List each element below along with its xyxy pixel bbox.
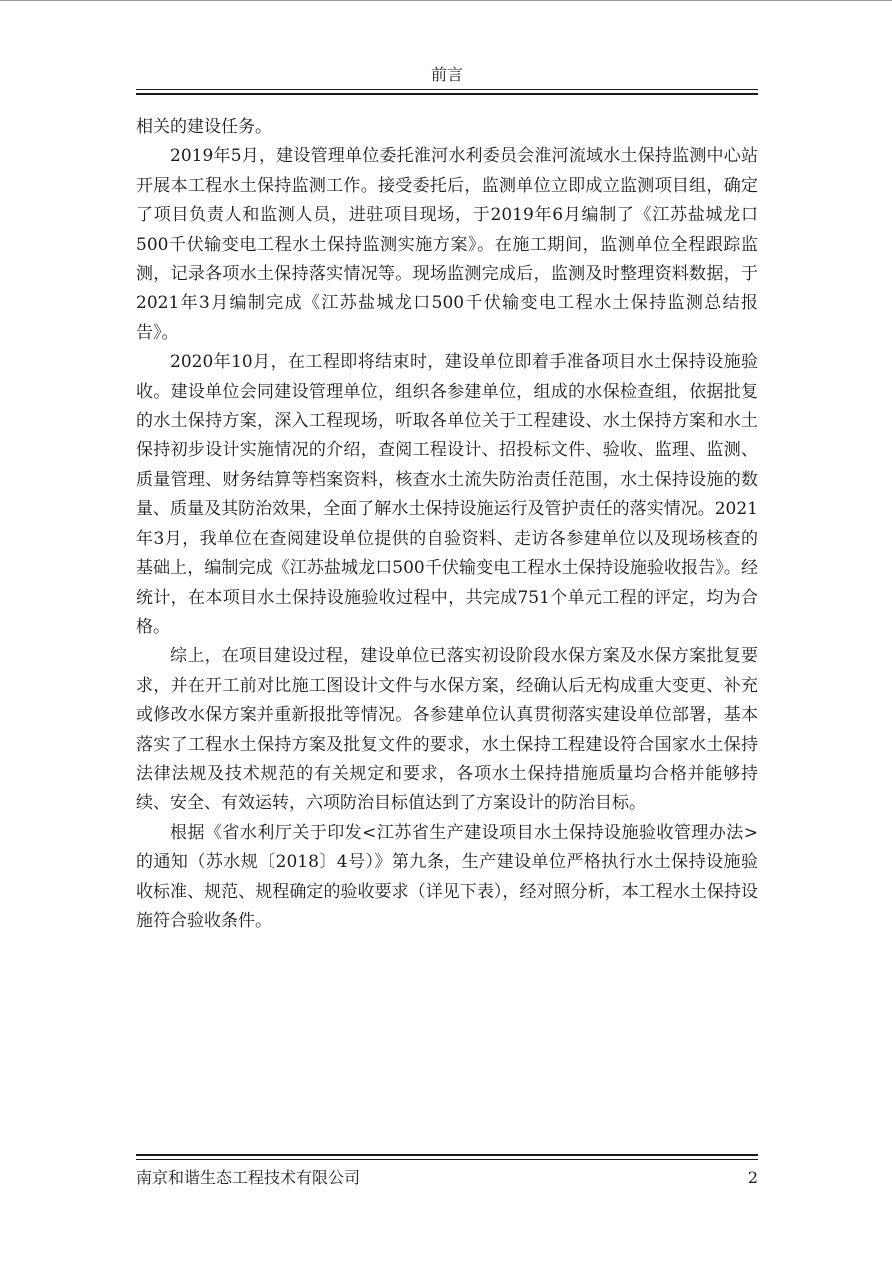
paragraph-basis: 根据《省水利厅关于印发<江苏省生产建设项目水土保持设施验收管理办法>的通知（苏水规〔2018〕4号）》第九条，生产建设单位严格执行水土保持设施验收标准、规范、规程确定的验收要求（详见下表），经对照分析，本工程水土保持设施符合验收条件。 bbox=[136, 822, 758, 931]
header-rule-thin bbox=[136, 89, 758, 90]
paragraph-continuation: 相关的建设任务。 bbox=[136, 117, 272, 137]
footer-rule-thin bbox=[136, 1159, 758, 1160]
page-header-title: 前言 bbox=[430, 65, 463, 84]
footer-rule-thick bbox=[136, 1154, 758, 1156]
page-top-edge bbox=[0, 0, 892, 1]
footer-page-number: 2 bbox=[747, 1168, 758, 1187]
header-rule-thick bbox=[136, 93, 758, 95]
paragraph-summary: 综上，在项目建设过程，建设单位已落实初设阶段水保方案及水保方案批复要求，并在开工前对比施工图设计文件与水保方案，经确认后无构成重大变更、补充或修改水保方案并重新报批等情况。各参建单位认真贯彻落实建设单位部署，基本落实了工程水土保持方案及批复文件的要求，水土保持工程建设符合国家水土保持法律法规及技术规范的有关规定和要求，各项水土保持措施质量均合格并能够持续、安全、有效运转，六项防治目标值达到了方案设计的防治目标。 bbox=[136, 646, 758, 814]
paragraph-acceptance: 2020年10月，在工程即将结束时，建设单位即着手准备项目水土保持设施验收。建设单位会同建设管理单位，组织各参建单位，组成的水保检查组，依据批复的水土保持方案，深入工程现场，听取各单位关于工程建设、水土保持方案和水土保持初步设计实施情况的介绍，查阅工程设计、招投标文件、验收、监理、监测、质量管理、财务结算等档案资料，核查水土流失防治责任范围，水土保持设施的数量、质量及其防治效果，全面了解水土保持设施运行及管护责任的落实情况。2021年3月，我单位在查阅建设单位提供的自验资料、走访各参建单位以及现场核查的基础上，编制完成《江苏盐城龙口500千伏输变电工程水土保持设施验收报告》。经统计，在本项目水土保持设施验收过程中，共完成751个单元工程的评定，均为合格。 bbox=[136, 352, 758, 637]
paragraph-monitoring: 2019年5月，建设管理单位委托淮河水利委员会淮河流域水土保持监测中心站开展本工程水土保持监测工作。接受委托后，监测单位立即成立监测项目组，确定了项目负责人和监测人员，进驻项目现场，于2019年6月编制了《江苏盐城龙口500千伏输变电工程水土保持监测实施方案》。在施工期间，监测单位全程跟踪监测，记录各项水土保持落实情况等。现场监测完成后，监测及时整理资料数据，于2021年3月编制完成《江苏盐城龙口500千伏输变电工程水土保持监测总结报告》。 bbox=[136, 146, 758, 343]
footer-company-name: 南京和谐生态工程技术有限公司 bbox=[136, 1168, 361, 1187]
document-body bbox=[136, 113, 758, 936]
